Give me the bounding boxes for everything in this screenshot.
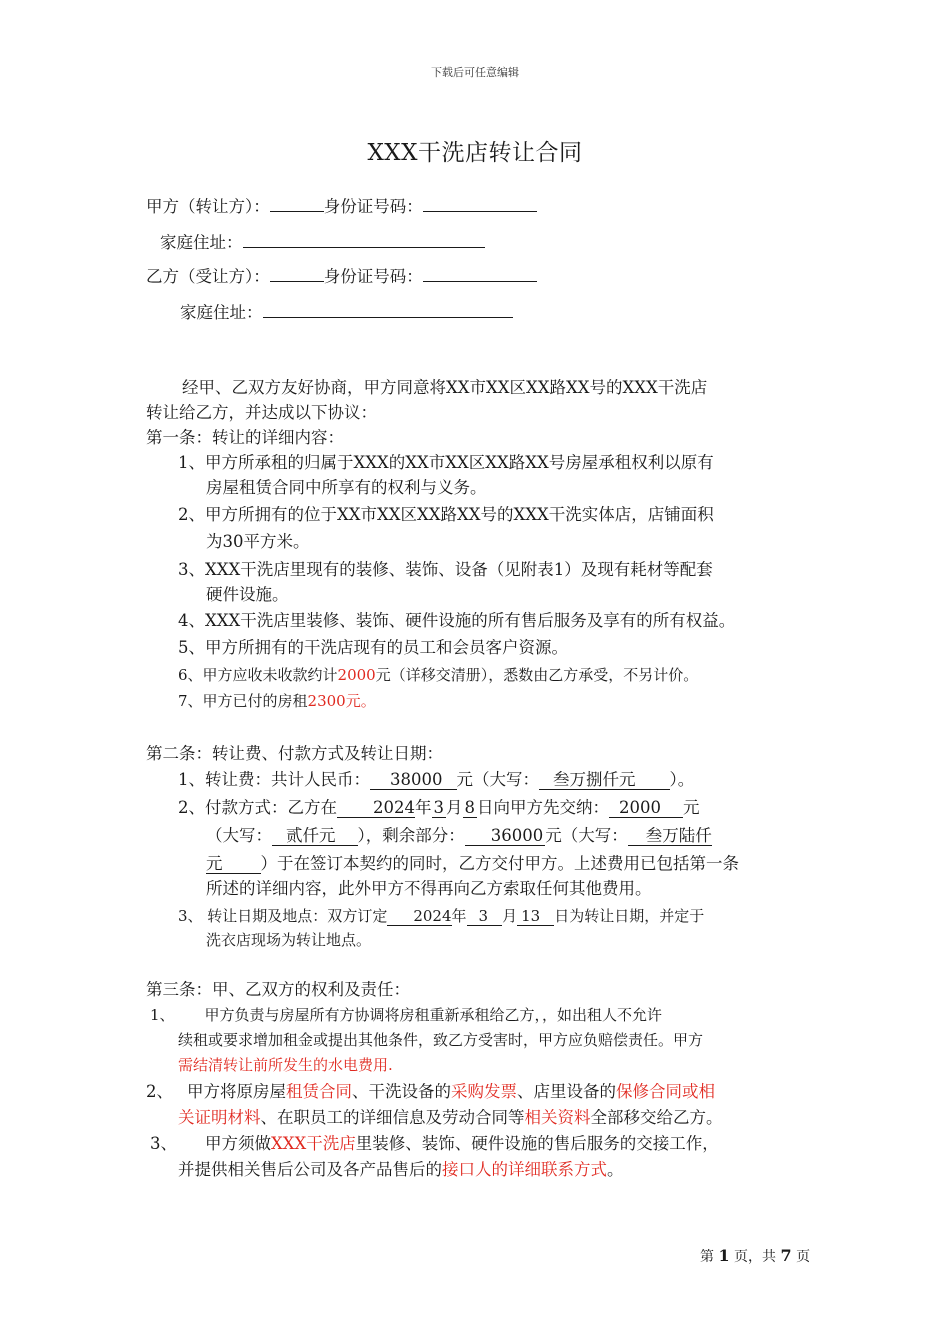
article-1-item-7: 7、甲方已付的房租2300元。 xyxy=(178,692,376,710)
remaining-payment-upper: 叁万陆仟 xyxy=(628,826,712,846)
article-2-payment-cont-2: 元 ）于在签订本契约的同时，乙方交付甲方。上述费用已包括第一条 xyxy=(206,854,739,873)
article-1-item-1: 1、甲方所承租的归属于XXX的XX市XX区XX路XX号房屋承租权利以原有 xyxy=(178,453,714,472)
article-2-date-cont: 洗衣店现场为转让地点。 xyxy=(206,931,372,949)
transfer-month: 3 xyxy=(467,907,503,926)
article-3-item-2-cont: 关证明材料、在职员工的详细信息及劳动合同等相关资料全部移交给乙方。 xyxy=(178,1108,723,1127)
page-header: 下载后可任意编辑 xyxy=(431,66,519,79)
remaining-payment: 36000 xyxy=(465,826,546,846)
intro-line-2: 转让给乙方，并达成以下协议： xyxy=(146,403,377,422)
article-3-item-3-cont: 并提供相关售后公司及各产品售后的接口人的详细联系方式。 xyxy=(178,1160,624,1179)
payment-day: 8 xyxy=(464,798,475,817)
article-3-item-2: 2、 甲方将原房屋租赁合同、干洗设备的采购发票、店里设备的保修合同或相 xyxy=(146,1082,715,1101)
article-3-item-3: 3、 甲方须做XXX干洗店里装修、装饰、硬件设施的售后服务的交接工作， xyxy=(150,1134,719,1153)
current-page: 1 xyxy=(718,1246,730,1265)
payment-year: 2024 xyxy=(337,798,415,818)
article-1-item-3: 3、XXX干洗店里现有的装修、装饰、设备（见附表1）及现有耗材等配套 xyxy=(178,560,713,579)
article-1-item-1-cont: 房屋租赁合同中所享有的权利与义务。 xyxy=(206,478,487,497)
party-a-name-blank xyxy=(270,193,324,212)
article-1-item-6: 6、甲方应收未收款约计2000元（详移交清册），悉数由乙方承受，不另计价。 xyxy=(178,666,699,684)
article-2-heading: 第二条：转让费、付款方式及转让日期： xyxy=(146,744,443,763)
total-pages: 7 xyxy=(780,1246,792,1265)
article-1-item-4: 4、XXX干洗店里装修、装饰、硬件设施的所有售后服务及享有的所有权益。 xyxy=(178,611,736,630)
party-b-line: 乙方（受让方）： 身份证号码： xyxy=(146,263,537,289)
transfer-day: 13 xyxy=(517,907,554,926)
article-3-heading: 第三条：甲、乙双方的权利及责任： xyxy=(146,980,410,999)
party-a-address-blank xyxy=(243,229,485,248)
fee-amount-upper: 叁万捌仟元 xyxy=(539,770,670,790)
party-b-address-blank xyxy=(263,299,513,318)
document-title: XXX干洗店转让合同 xyxy=(367,140,583,166)
article-2-payment: 2、付款方式：乙方在 2024年 3 月 8 日向甲方先交纳： 2000 元 xyxy=(178,798,700,817)
party-a-line: 甲方（转让方）： 身份证号码： xyxy=(146,193,537,219)
article-1-item-3-cont: 硬件设施。 xyxy=(206,585,289,604)
first-payment: 2000 xyxy=(609,798,683,818)
article-2-payment-cont: （大写： 贰仟元 ），剩余部分： 36000 元（大写： 叁万陆仟 xyxy=(206,826,712,845)
party-b-address-line: 家庭住址： xyxy=(180,299,513,325)
article-1-item-2: 2、甲方所拥有的位于XX市XX区XX路XX号的XXX干洗实体店，店铺面积 xyxy=(178,505,714,524)
article-2-fee: 1、转让费：共计人民币： 38000 元（大写： 叁万捌仟元 ）。 xyxy=(178,770,695,789)
article-1-item-2-cont: 为30平方米。 xyxy=(206,532,310,551)
party-a-address-line: 家庭住址： xyxy=(160,229,485,255)
party-b-id-blank xyxy=(423,263,537,282)
article-3-item-1-cont: 续租或要求增加租金或提出其他条件，致乙方受害时，甲方应负赔偿责任。甲方 xyxy=(178,1031,704,1049)
article-2-payment-cont-3: 所述的详细内容，此外甲方不得再向乙方索取任何其他费用。 xyxy=(206,879,652,898)
fee-amount: 38000 xyxy=(370,770,457,790)
page-number: 第 1 页，共 7 页 xyxy=(700,1246,811,1265)
article-2-date: 3、 转让日期及地点：双方订定 2024年 3 月 13 日为转让日期，并定于 xyxy=(178,907,705,925)
article-1-item-5: 5、甲方所拥有的干洗店现有的员工和会员客户资源。 xyxy=(178,638,568,657)
intro-line-1: 经甲、乙双方友好协商，甲方同意将XX市XX区XX路XX号的XXX干洗店 xyxy=(182,378,708,397)
article-3-item-1: 1、 甲方负责与房屋所有方协调将房租重新承租给乙方，，如出租人不允许 xyxy=(150,1006,663,1024)
transfer-year: 2024 xyxy=(387,907,451,926)
party-b-name-blank xyxy=(270,263,324,282)
first-payment-upper: 贰仟元 xyxy=(272,826,358,846)
party-a-id-blank xyxy=(423,193,537,212)
rent-paid-amount: 2300元。 xyxy=(307,692,376,710)
article-3-item-1-cont-2: 需结清转让前所发生的水电费用. xyxy=(178,1056,393,1074)
payment-month: 3 xyxy=(433,798,444,817)
receivable-amount: 2000 xyxy=(337,666,376,684)
article-1-heading: 第一条：转让的详细内容： xyxy=(146,428,344,447)
